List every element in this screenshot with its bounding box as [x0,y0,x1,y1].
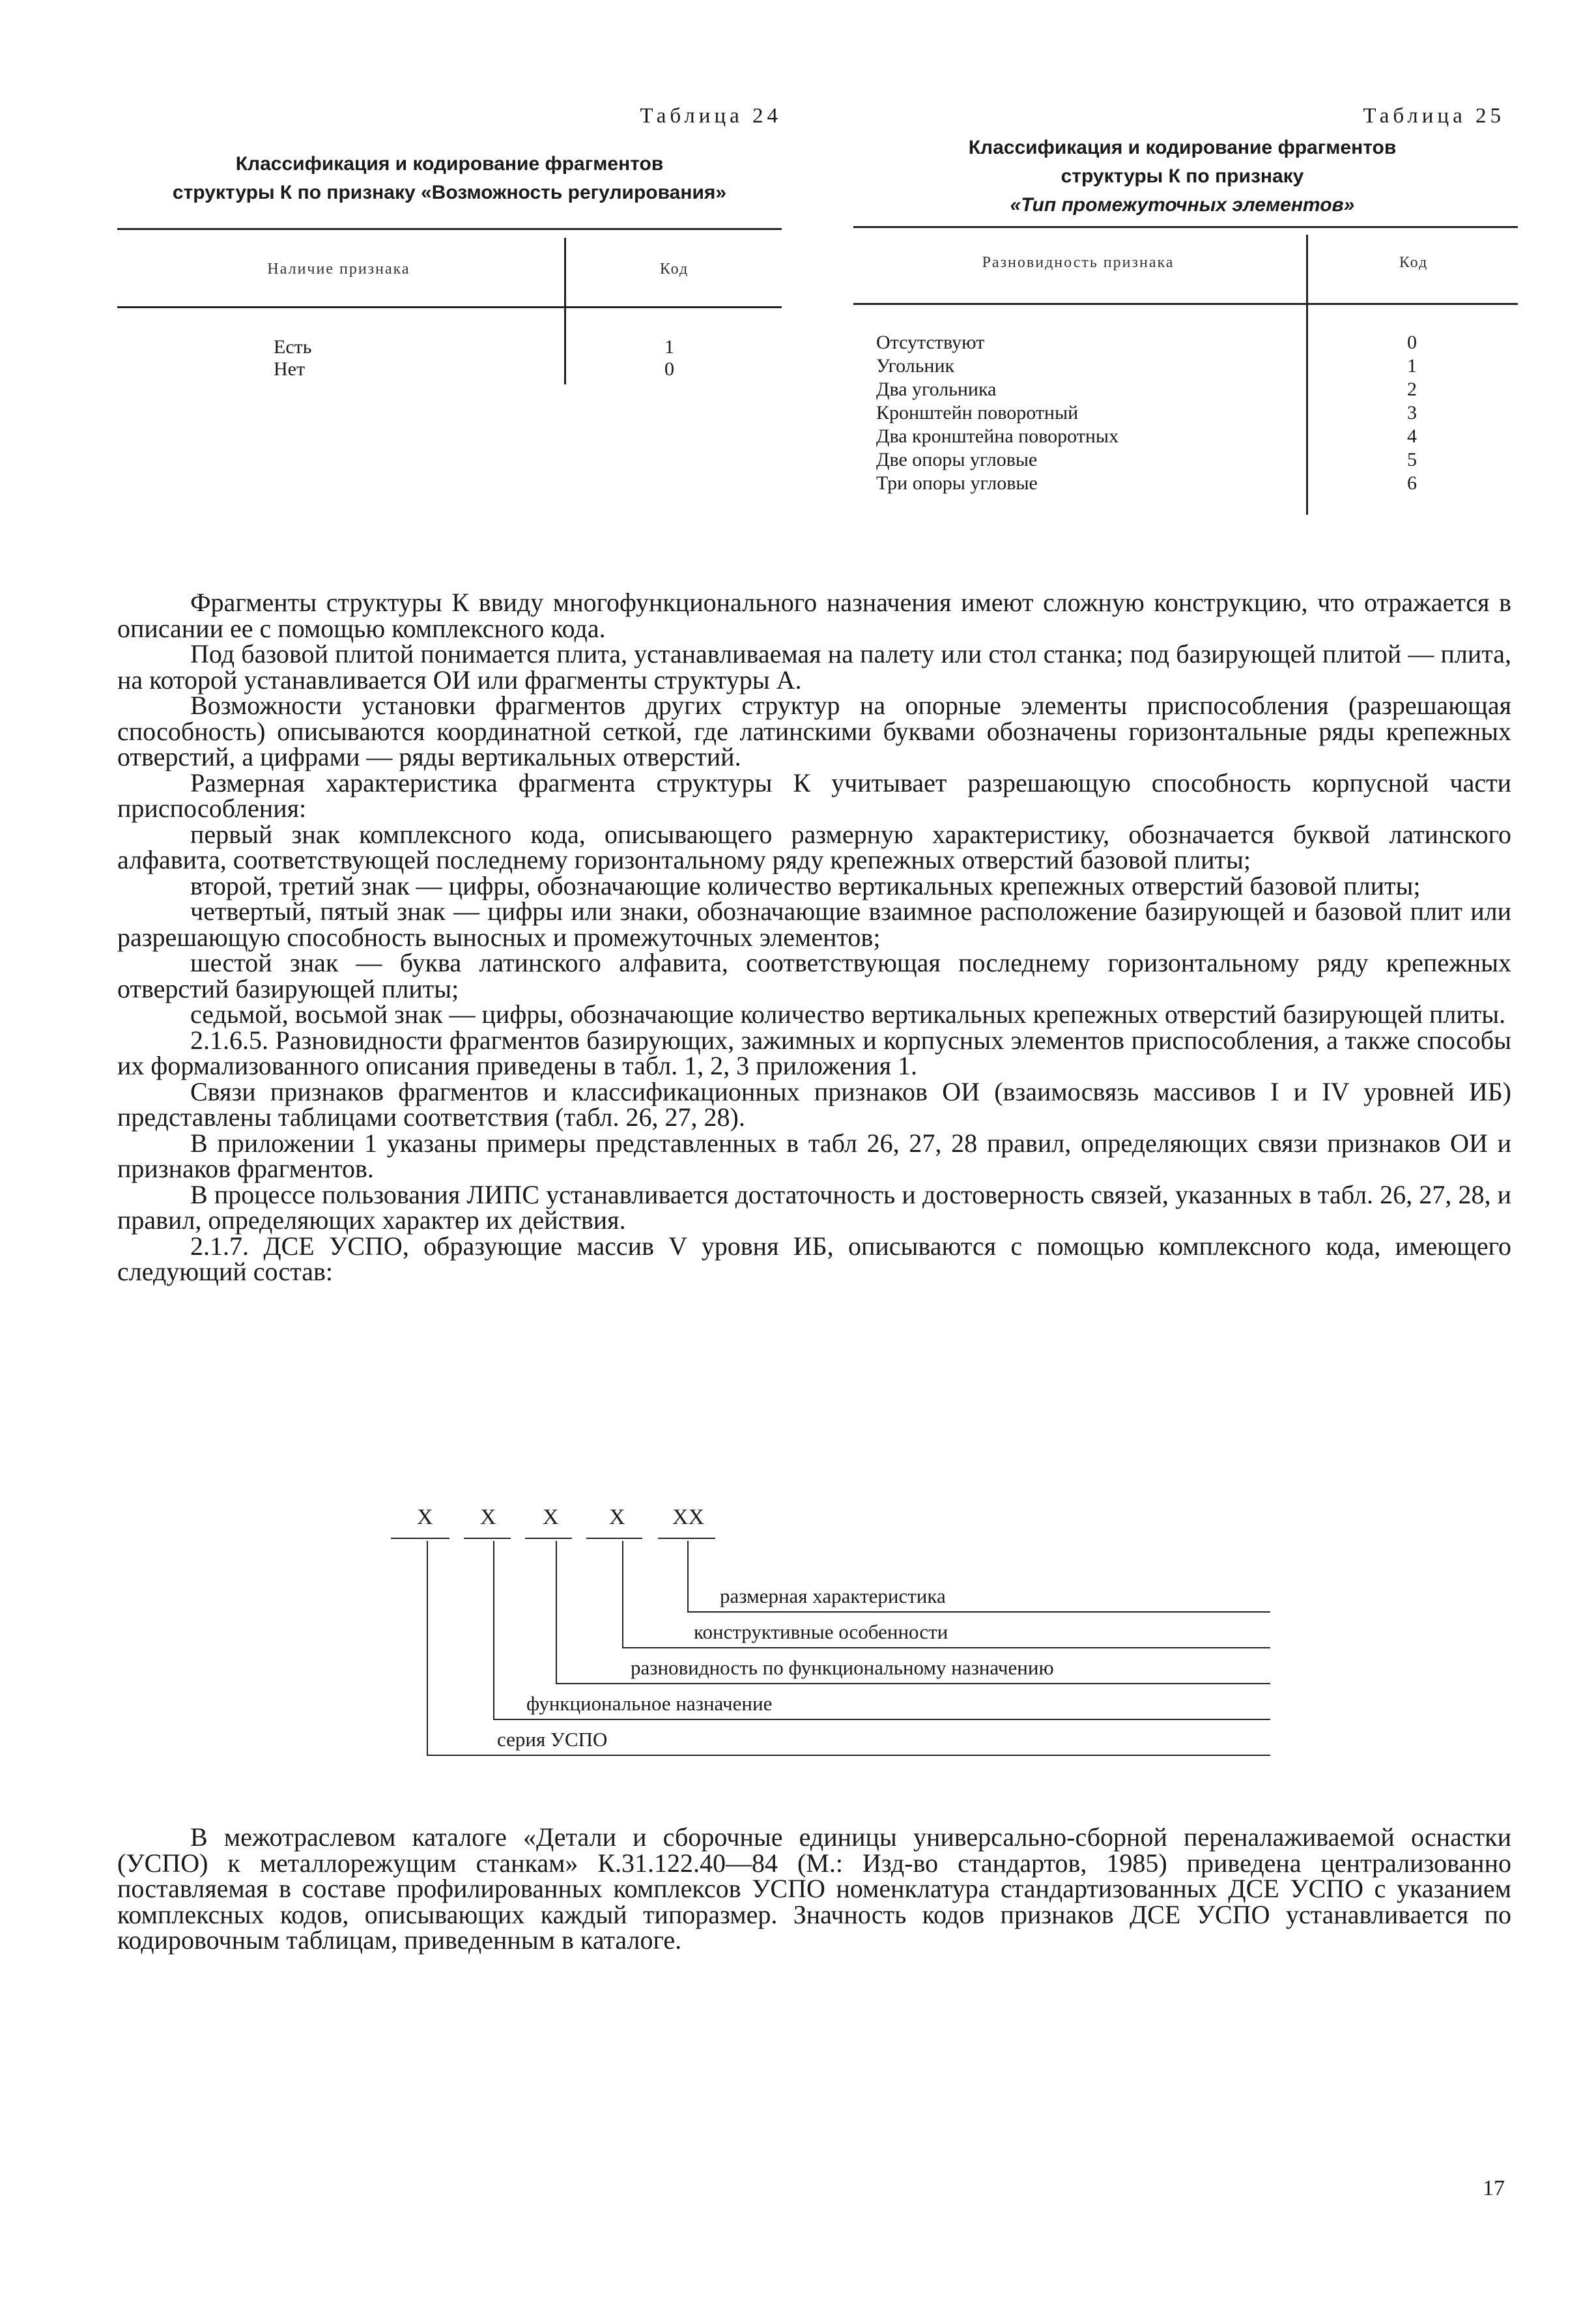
table25-row-code: 3 [1407,402,1417,424]
paragraph: второй, третий знак — цифры, обозначающие количество вертикальных крепежных отверстий базовой плиты; [190,870,1421,900]
table25-header-rule [853,303,1518,305]
table25-row-label: Две опоры угловые [876,449,1038,470]
code-mark: X [543,1505,559,1529]
paragraph: первый знак комплексного кода, описывающего размерную характеристику, обозначается буквой латинского алфавита, соответствующей последнему горизонтальному ряду крепежных отверстий базовой плиты; [117,819,1511,874]
code-mark: X [609,1505,625,1529]
table24-row-label: Есть [274,336,312,358]
page-number: 17 [1483,2176,1505,2200]
bracket-vertical [622,1541,623,1648]
diagram-label: разновидность по функциональному назначению [631,1656,1054,1679]
table24-row-code: 0 [664,358,674,380]
table25-row-label: Три опоры угловые [876,472,1038,494]
diagram-label: функциональное назначение [526,1692,773,1715]
bracket-vertical [493,1541,494,1720]
paragraph: В приложении 1 указаны примеры представленных в табл 26, 27, 28 правил, определяющих связи признаков ОИ и признаков фрагментов. [117,1128,1511,1183]
paragraph: 2.1.6.5. Разновидности фрагментов базирующих, зажимных и корпусных элементов приспособления, а также способы их формализованного описания приведены в табл. 1, 2, 3 приложения 1. [117,1025,1511,1080]
paragraph: шестой знак — буква латинского алфавита, соответствующая последнему горизонтальному ряду крепежных отверстий базирующей плиты; [117,948,1511,1003]
body-text-upper [117,590,1511,1285]
bracket-horizontal [622,1647,1270,1648]
paragraph: Размерная характеристика фрагмента структуры К учитывает разрешающую способность корпусной части приспособления: [117,768,1511,823]
table24-caption-line2: структуры К по признаку «Возможность регулирования» [172,182,727,203]
paragraph: В процессе пользования ЛИПС устанавливается достаточность и достоверность связей, указанных в табл. 26, 27, 28, и правил, определяющих характер их действия. [117,1179,1511,1235]
table25-row-code: 2 [1407,379,1417,400]
bracket-horizontal [556,1683,1270,1684]
table24-col2-header: Код [659,261,689,278]
table25-top-rule [853,226,1518,228]
table24-row-label: Нет [274,358,306,380]
table25-row-label: Два угольника [876,379,997,400]
table25-row-code: 4 [1407,425,1417,447]
table25-col-divider [1306,235,1308,515]
bracket-horizontal [427,1755,1270,1756]
table24-number: Таблица 24 [640,104,782,128]
code-position-dash [391,1538,449,1539]
body-text-lower [117,1824,1511,1953]
paragraph: Под базовой плитой понимается плита, устанавливаемая на палету или стол станка; под базирующей плитой — плита, на которой устанавливается ОИ или фрагменты структуры А. [117,639,1511,695]
paragraph: Фрагменты структуры К ввиду многофункционального назначения имеют сложную конструкцию, что отражается в описании ее с помощью комплексного кода. [117,588,1511,643]
table24-caption [111,150,788,207]
paragraph: седьмой, восьмой знак — цифры, обозначающие количество вертикальных крепежных отверстий базирующей плиты. [190,999,1506,1029]
table24-header-rule [117,306,782,308]
bracket-horizontal [687,1611,1270,1613]
bracket-vertical [687,1541,689,1613]
table25-col2-header: Код [1399,254,1429,271]
table25-row-code: 5 [1407,449,1417,470]
table24-col1-header: Наличие признака [267,261,410,278]
table25-row-label: Кронштейн поворотный [876,402,1079,424]
table25-row-code: 1 [1407,355,1417,377]
table25-row-label: Отсутствуют [876,332,985,353]
code-mark: XX [672,1505,705,1529]
table25-number: Таблица 25 [1363,104,1505,128]
table25-caption-line1: Классификация и кодирование фрагментов [968,137,1397,158]
code-position-dash [586,1538,642,1539]
paragraph: четвертый, пятый знак — цифры или знаки, обозначающие взаимное расположение базирующей и базовой плит или разрешающую способность выносных и промежуточных элементов; [117,897,1511,952]
table25-row-label: Два кронштейна поворотных [876,425,1119,447]
table24-caption-line1: Классификация и кодирование фрагментов [235,153,664,175]
table25-caption-line3: «Тип промежуточных элементов» [1010,194,1355,216]
code-position-dash [525,1538,572,1539]
table24-col-divider [564,238,566,384]
table25-caption-line2: структуры К по признаку [1061,165,1304,187]
table25-row-code: 6 [1407,472,1417,494]
paragraph: 2.1.7. ДСЕ УСПО, образующие массив V уровня ИБ, описываются с помощью комплексного кода, имеющего следующий состав: [117,1231,1512,1286]
paragraph: Возможности установки фрагментов других структур на опорные элементы приспособления (разрешающая способность) описываются координатной сеткой, где латинскими буквами обозначены горизонтальные ряды крепежных отверстий, а цифрами — ряды вертикальных отверстий. [117,691,1511,771]
code-mark: X [480,1505,496,1529]
diagram-label: серия УСПО [497,1728,608,1751]
paragraph: Связи признаков фрагментов и классификационных признаков ОИ (взаимосвязь массивов I и IV уровней ИБ) представлены таблицами соответствия (табл. 26, 27, 28). [117,1076,1511,1132]
table25-row-label: Угольник [876,355,955,377]
diagram-label: размерная характеристика [720,1585,946,1607]
table24-top-rule [117,228,782,230]
bracket-horizontal [493,1719,1270,1720]
table25-caption [853,134,1511,220]
code-position-dash [658,1538,715,1539]
bracket-vertical [427,1541,428,1756]
paragraph: В межотраслевом каталоге «Детали и сборочные единицы универсально-сборной переналаживаемой оснастки (УСПО) к металлорежущим станкам» К.31.122.40—84 (М.: Изд-во стандартов, 1985) приведена централизованно поставляемая в составе профилированных комплексов УСПО номенклатура стандартизованных ДСЕ УСПО с указанием комплексных кодов, описывающих каждый типоразмер. Значность кодов признаков ДСЕ УСПО устанавливается по кодировочным таблицам, приведенным в каталоге. [117,1822,1511,1955]
diagram-label: конструктивные особенности [694,1620,948,1643]
table24-row-code: 1 [664,336,674,358]
table25-col1-header: Разновидность признака [982,254,1175,271]
table25-row-code: 0 [1407,332,1417,353]
code-position-dash [464,1538,511,1539]
bracket-vertical [556,1541,557,1684]
code-mark: X [417,1505,433,1529]
